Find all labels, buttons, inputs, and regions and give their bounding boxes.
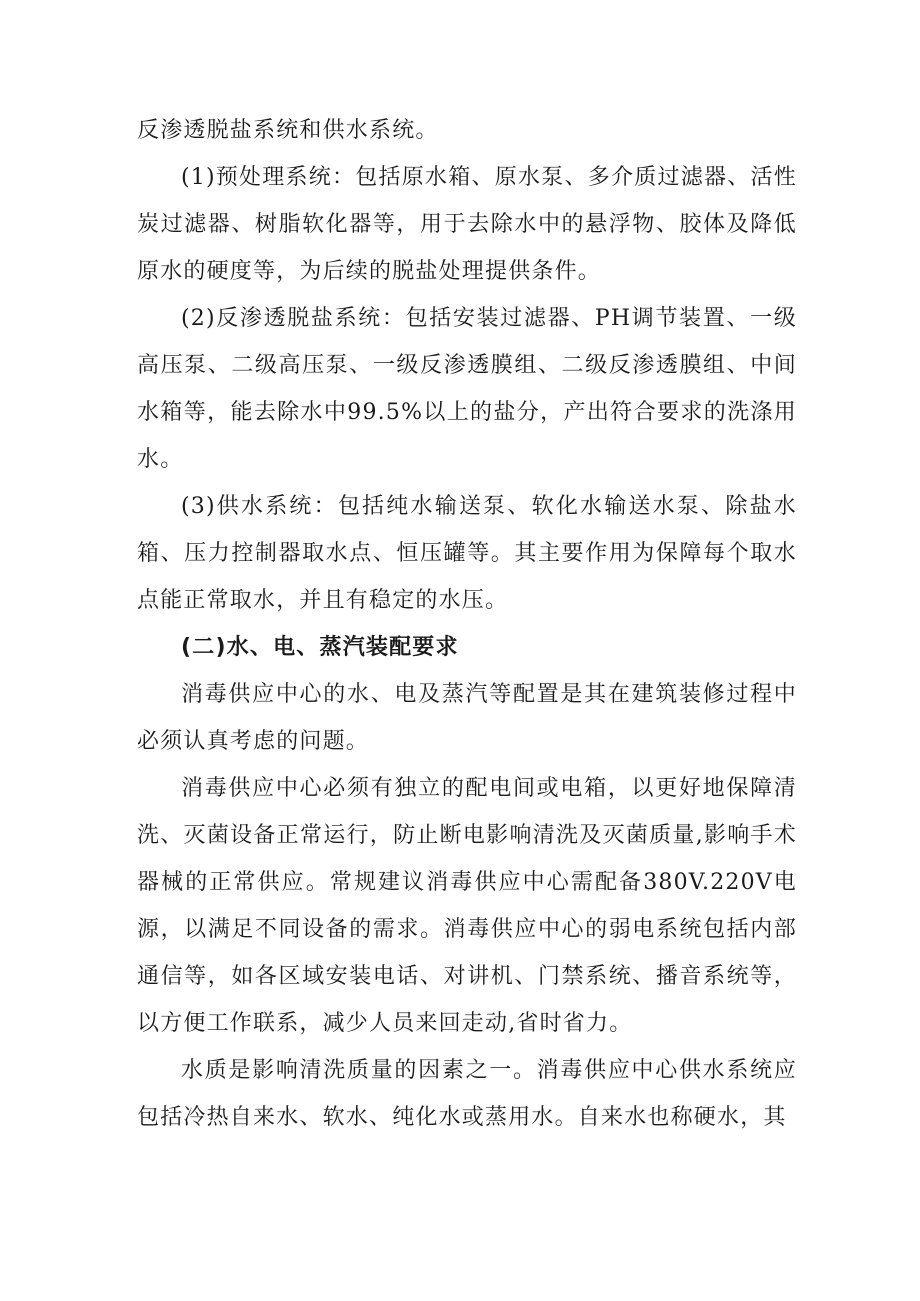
paragraph-pretreatment-system: (1)预处理系统：包括原水箱、原水泵、多介质过滤器、活性炭过滤器、树脂软化器等，用于去除水中的悬浮物、胶体及降低原水的硬度等，为后续的脱盐处理提供条件。 (137, 165, 797, 284)
paragraph-continuation: 反渗透脱盐系统和供水系统。 (137, 118, 439, 143)
paragraph-reverse-osmosis-system: (2)反渗透脱盐系统：包括安装过滤器、PH调节装置、一级高压泵、二级高压泵、一级反渗透膜组、二级反渗透膜组、中间水箱等，能去除水中99.5%以上的盐分，产出符合要求的洗涤用水。 (137, 306, 797, 472)
paragraph-water-supply-system: (3)供水系统：包括纯水输送泵、软化水输送水泵、除盐水箱、压力控制器取水点、恒压罐等。其主要作用为保障每个取水点能正常取水，并且有稳定的水压。 (137, 494, 797, 613)
paragraph-utilities-intro: 消毒供应中心的水、电及蒸汽等配置是其在建筑装修过程中必须认真考虑的问题。 (137, 682, 797, 754)
document-body (137, 107, 797, 1141)
paragraph-electrical-requirements: 消毒供应中心必须有独立的配电间或电箱，以更好地保障清洗、灭菌设备正常运行，防止断电影响清洗及灭菌质量,影响手术器械的正常供应。常规建议消毒供应中心需配备380V.220V电源，以满足不同设备的需求。消毒供应中心的弱电系统包括内部通信等，如各区域安装电话、对讲机、门禁系统、播音系统等，以方便工作联系，减少人员来回走动,省时省力。 (137, 776, 797, 1036)
paragraph-water-quality: 水质是影响清洗质量的因素之一。消毒供应中心供水系统应包括冷热自来水、软水、纯化水或蒸用水。自来水也称硬水，其 (137, 1058, 797, 1130)
section-heading-utilities: (二)水、电、蒸汽装配要求 (181, 635, 459, 660)
